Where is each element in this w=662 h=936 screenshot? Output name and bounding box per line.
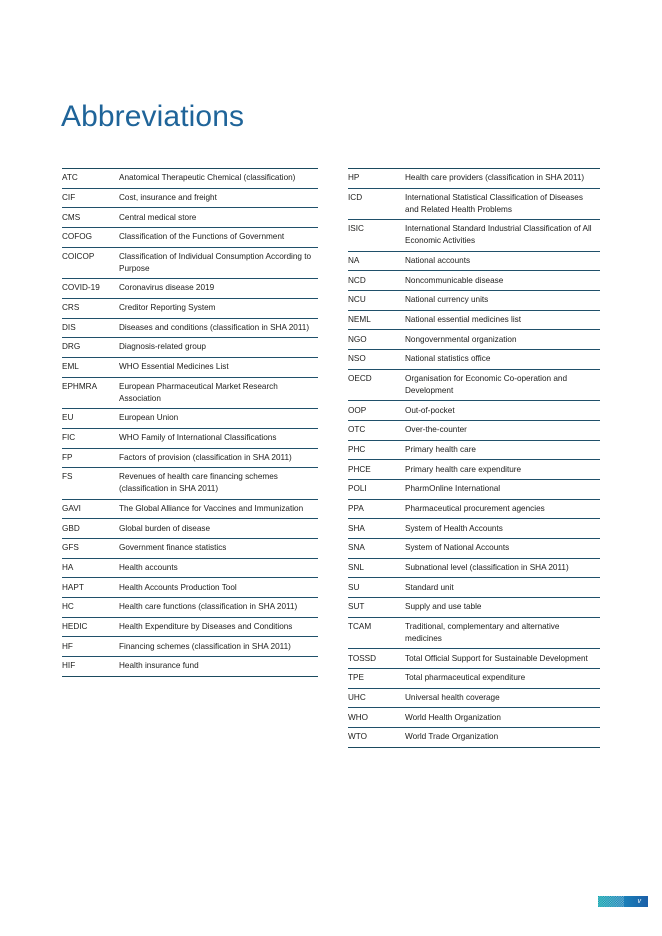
abbreviation-definition: Traditional, complementary and alternative medicines <box>405 617 600 649</box>
abbreviation-term: FIC <box>62 428 119 448</box>
abbreviations-table-left <box>62 168 318 677</box>
abbreviation-row <box>62 298 318 318</box>
abbreviation-definition: Creditor Reporting System <box>119 298 318 318</box>
abbreviation-definition: Revenues of health care financing schemes (classification in SHA 2011) <box>119 468 318 500</box>
abbreviation-term: NCD <box>348 271 405 291</box>
abbreviation-term: HIF <box>62 657 119 677</box>
abbreviation-term: EU <box>62 409 119 429</box>
abbreviation-term: CRS <box>62 298 119 318</box>
table-bottom-rule <box>348 747 600 748</box>
abbreviation-row <box>348 480 600 500</box>
abbreviation-row <box>348 499 600 519</box>
abbreviation-term: SU <box>348 578 405 598</box>
abbreviation-row <box>62 637 318 657</box>
abbreviation-definition: Diagnosis-related group <box>119 338 318 358</box>
abbreviation-row <box>348 421 600 441</box>
abbreviation-term: COFOG <box>62 228 119 248</box>
abbreviation-row <box>348 169 600 189</box>
abbreviation-row <box>348 271 600 291</box>
abbreviation-row <box>348 669 600 689</box>
table-bottom-rule <box>62 676 318 677</box>
abbreviation-row <box>348 708 600 728</box>
abbreviation-definition: Out-of-pocket <box>405 401 600 421</box>
abbreviation-definition: Pharmaceutical procurement agencies <box>405 499 600 519</box>
abbreviation-term: NEML <box>348 310 405 330</box>
abbreviation-row <box>348 220 600 252</box>
abbreviation-definition: International Statistical Classification of Diseases and Related Health Problems <box>405 188 600 220</box>
abbreviation-row <box>348 598 600 618</box>
abbreviation-row <box>62 188 318 208</box>
abbreviation-definition: Financing schemes (classification in SHA 2011) <box>119 637 318 657</box>
abbreviation-row <box>62 169 318 189</box>
abbreviation-row <box>62 578 318 598</box>
abbreviation-row <box>348 460 600 480</box>
abbreviations-table-right-body <box>348 169 600 748</box>
abbreviation-row <box>348 330 600 350</box>
abbreviation-definition: System of National Accounts <box>405 539 600 559</box>
abbreviation-row <box>62 657 318 677</box>
abbreviation-definition: Primary health care <box>405 440 600 460</box>
abbreviation-definition: National essential medicines list <box>405 310 600 330</box>
abbreviation-row <box>62 428 318 448</box>
abbreviation-term: PPA <box>348 499 405 519</box>
abbreviation-term: FS <box>62 468 119 500</box>
abbreviation-term: NCU <box>348 291 405 311</box>
abbreviation-term: TCAM <box>348 617 405 649</box>
abbreviation-definition: Total Official Support for Sustainable Development <box>405 649 600 669</box>
abbreviation-term: TOSSD <box>348 649 405 669</box>
abbreviation-definition: European Pharmaceutical Market Research Association <box>119 377 318 409</box>
abbreviation-definition: Health insurance fund <box>119 657 318 677</box>
abbreviation-definition: Universal health coverage <box>405 688 600 708</box>
abbreviation-term: HF <box>62 637 119 657</box>
abbreviation-row <box>348 649 600 669</box>
abbreviation-term: EML <box>62 357 119 377</box>
abbreviation-definition: Health accounts <box>119 558 318 578</box>
abbreviation-row <box>348 369 600 401</box>
abbreviation-term: SNL <box>348 558 405 578</box>
abbreviation-row <box>62 357 318 377</box>
abbreviation-definition: System of Health Accounts <box>405 519 600 539</box>
abbreviation-definition: World Trade Organization <box>405 728 600 748</box>
page-title: Abbreviations <box>61 100 245 134</box>
abbreviation-term: OTC <box>348 421 405 441</box>
abbreviation-definition: Nongovernmental organization <box>405 330 600 350</box>
abbreviation-row <box>348 350 600 370</box>
abbreviation-row <box>348 578 600 598</box>
abbreviation-row <box>348 401 600 421</box>
abbreviation-definition: National accounts <box>405 251 600 271</box>
abbreviation-term: OOP <box>348 401 405 421</box>
abbreviation-term: DRG <box>62 338 119 358</box>
abbreviation-term: FP <box>62 448 119 468</box>
abbreviation-definition: Primary health care expenditure <box>405 460 600 480</box>
abbreviation-term: WHO <box>348 708 405 728</box>
abbreviation-term: CIF <box>62 188 119 208</box>
abbreviation-term: ICD <box>348 188 405 220</box>
abbreviation-row <box>62 448 318 468</box>
abbreviation-definition: PharmOnline International <box>405 480 600 500</box>
abbreviation-term: HA <box>62 558 119 578</box>
abbreviation-definition: European Union <box>119 409 318 429</box>
abbreviation-definition: Supply and use table <box>405 598 600 618</box>
abbreviation-term: UHC <box>348 688 405 708</box>
abbreviation-definition: Government finance statistics <box>119 539 318 559</box>
abbreviation-term: PHCE <box>348 460 405 480</box>
abbreviation-row <box>62 499 318 519</box>
abbreviation-definition: The Global Alliance for Vaccines and Immunization <box>119 499 318 519</box>
abbreviation-definition: Anatomical Therapeutic Chemical (classification) <box>119 169 318 189</box>
abbreviation-definition: National statistics office <box>405 350 600 370</box>
abbreviation-term: WTO <box>348 728 405 748</box>
page-number: v <box>637 898 641 905</box>
abbreviation-definition: WHO Family of International Classifications <box>119 428 318 448</box>
abbreviation-definition: Health Expenditure by Diseases and Conditions <box>119 617 318 637</box>
abbreviation-term: SUT <box>348 598 405 618</box>
abbreviation-definition: Diseases and conditions (classification in SHA 2011) <box>119 318 318 338</box>
abbreviation-definition: Global burden of disease <box>119 519 318 539</box>
abbreviation-term: HAPT <box>62 578 119 598</box>
abbreviation-term: COVID-19 <box>62 279 119 299</box>
abbreviation-definition: National currency units <box>405 291 600 311</box>
table-bottom-rule-cell <box>62 676 318 677</box>
abbreviation-row <box>348 188 600 220</box>
abbreviation-row <box>62 247 318 279</box>
abbreviation-definition: Subnational level (classification in SHA 2011) <box>405 558 600 578</box>
abbreviations-table-right <box>348 168 600 748</box>
abbreviation-row <box>62 208 318 228</box>
abbreviation-row <box>348 539 600 559</box>
abbreviation-term: SNA <box>348 539 405 559</box>
table-bottom-rule-cell <box>348 747 600 748</box>
abbreviation-term: COICOP <box>62 247 119 279</box>
abbreviation-term: HC <box>62 598 119 618</box>
abbreviation-definition: Health Accounts Production Tool <box>119 578 318 598</box>
abbreviation-row <box>62 539 318 559</box>
footer-page-marker <box>598 896 648 907</box>
abbreviation-row <box>348 291 600 311</box>
abbreviations-table-left-body <box>62 169 318 677</box>
abbreviation-term: OECD <box>348 369 405 401</box>
abbreviation-term: SHA <box>348 519 405 539</box>
abbreviation-definition: World Health Organization <box>405 708 600 728</box>
abbreviation-row <box>62 338 318 358</box>
abbreviation-row <box>62 468 318 500</box>
abbreviation-row <box>348 688 600 708</box>
abbreviation-term: NA <box>348 251 405 271</box>
abbreviation-row <box>348 310 600 330</box>
abbreviation-definition: International Standard Industrial Classification of All Economic Activities <box>405 220 600 252</box>
abbreviation-definition: Classification of Individual Consumption According to Purpose <box>119 247 318 279</box>
abbreviation-term: ATC <box>62 169 119 189</box>
abbreviation-row <box>348 728 600 748</box>
abbreviation-row <box>348 617 600 649</box>
abbreviation-row <box>62 598 318 618</box>
abbreviation-row <box>62 318 318 338</box>
abbreviation-term: DIS <box>62 318 119 338</box>
abbreviation-definition: Over-the-counter <box>405 421 600 441</box>
abbreviation-term: NGO <box>348 330 405 350</box>
abbreviation-definition: Organisation for Economic Co-operation and Development <box>405 369 600 401</box>
abbreviation-definition: Central medical store <box>119 208 318 228</box>
abbreviation-term: CMS <box>62 208 119 228</box>
abbreviation-row <box>62 377 318 409</box>
abbreviation-term: POLI <box>348 480 405 500</box>
abbreviation-row <box>348 440 600 460</box>
abbreviation-definition: Total pharmaceutical expenditure <box>405 669 600 689</box>
abbreviation-term: PHC <box>348 440 405 460</box>
abbreviation-definition: Factors of provision (classification in SHA 2011) <box>119 448 318 468</box>
abbreviation-row <box>348 558 600 578</box>
abbreviation-definition: WHO Essential Medicines List <box>119 357 318 377</box>
abbreviation-term: ISIC <box>348 220 405 252</box>
abbreviation-term: GAVI <box>62 499 119 519</box>
abbreviation-term: GBD <box>62 519 119 539</box>
abbreviation-definition: Standard unit <box>405 578 600 598</box>
abbreviation-row <box>62 409 318 429</box>
abbreviation-row <box>62 519 318 539</box>
abbreviation-row <box>62 228 318 248</box>
abbreviation-definition: Noncommunicable disease <box>405 271 600 291</box>
abbreviation-term: HEDIC <box>62 617 119 637</box>
abbreviation-definition: Cost, insurance and freight <box>119 188 318 208</box>
abbreviation-row <box>348 519 600 539</box>
abbreviation-row <box>62 558 318 578</box>
abbreviation-definition: Health care functions (classification in SHA 2011) <box>119 598 318 618</box>
checkered-pattern-icon <box>598 896 624 907</box>
abbreviation-term: GFS <box>62 539 119 559</box>
abbreviation-definition: Health care providers (classification in SHA 2011) <box>405 169 600 189</box>
abbreviation-term: EPHMRA <box>62 377 119 409</box>
abbreviation-term: TPE <box>348 669 405 689</box>
abbreviation-row <box>62 279 318 299</box>
abbreviation-row <box>62 617 318 637</box>
abbreviation-term: NSO <box>348 350 405 370</box>
abbreviation-row <box>348 251 600 271</box>
abbreviation-term: HP <box>348 169 405 189</box>
abbreviation-definition: Classification of the Functions of Government <box>119 228 318 248</box>
abbreviation-definition: Coronavirus disease 2019 <box>119 279 318 299</box>
